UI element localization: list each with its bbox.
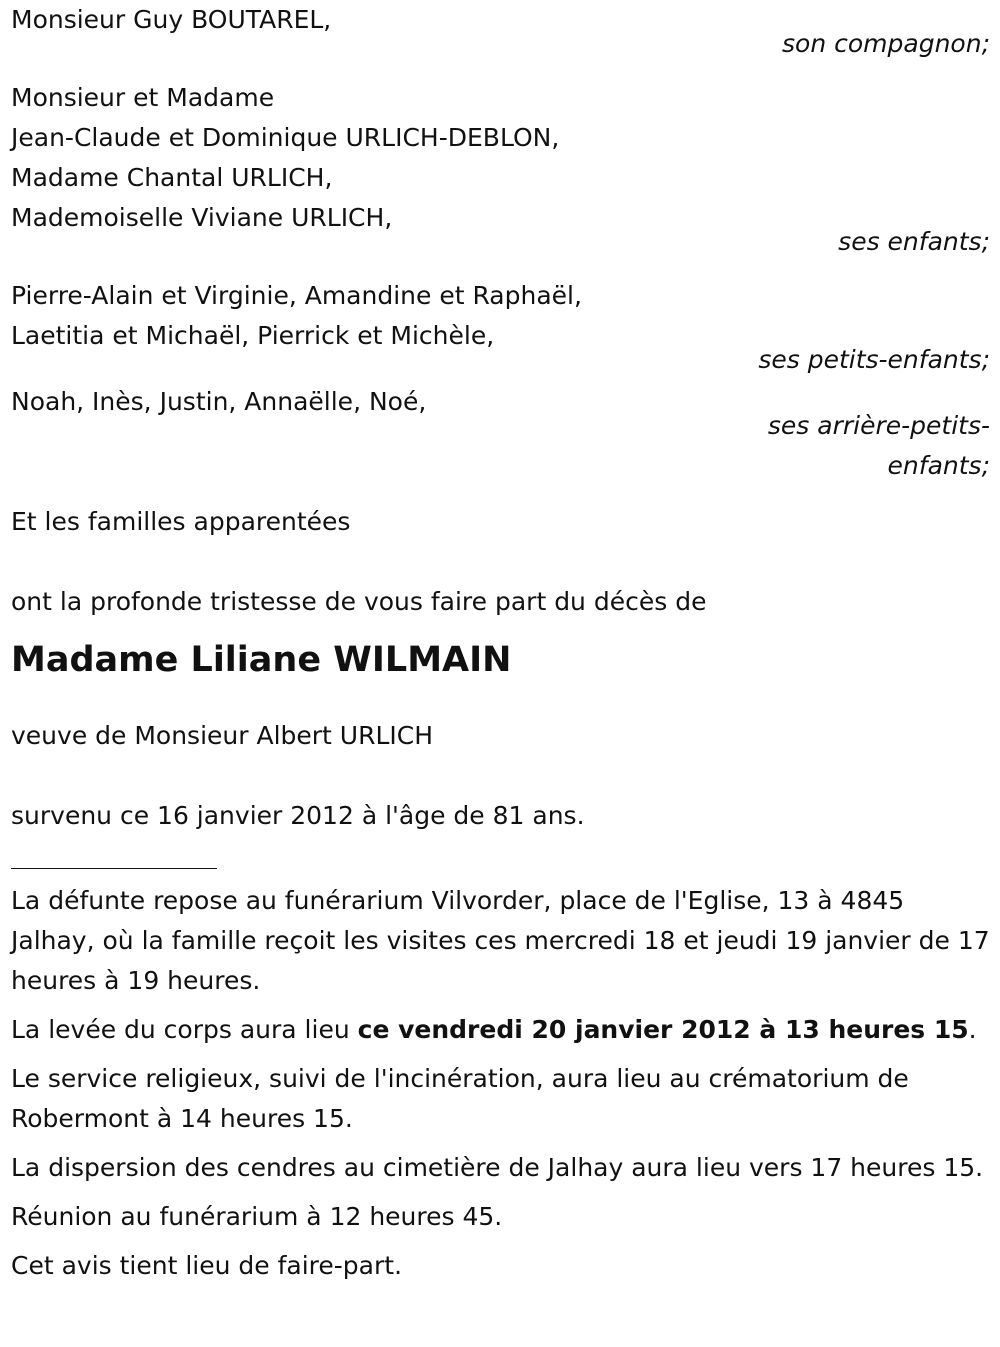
service-paragraph: Le service religieux, suivi de l'incinération, aura lieu au crématorium de Robermont à 14 heures 15. [11, 1064, 909, 1133]
levee-suffix: . [968, 1015, 977, 1044]
family-member-line: Jean-Claude et Dominique URLICH-DEBLON, [11, 123, 560, 152]
reunion-paragraph: Réunion au funérarium à 12 heures 45. [11, 1202, 503, 1231]
separator-line [11, 844, 217, 869]
family-member-line: Pierre-Alain et Virginie, Amandine et Raphaël, [11, 281, 582, 310]
relation-label: ses arrière-petits- [767, 411, 990, 440]
family-group-children [11, 78, 990, 262]
widow-of-text: veuve de Monsieur Albert URLICH [11, 721, 434, 750]
relation-label-continued: enfants; [887, 451, 990, 480]
family-group-grandchildren [11, 276, 990, 380]
family-member-line: Laetitia et Michaël, Pierrick et Michèle, [11, 321, 495, 350]
families-line: Et les familles apparentées [11, 507, 351, 536]
family-group-great-grandchildren [11, 382, 990, 486]
family-member-line: Madame Chantal URLICH, [11, 163, 333, 192]
family-member-line: Monsieur Guy BOUTAREL, [11, 5, 332, 34]
dispersion-paragraph: La dispersion des cendres au cimetière de Jalhay aura lieu vers 17 heures 15. [11, 1153, 984, 1182]
relation-label: son compagnon; [782, 29, 990, 58]
levee-date: ce vendredi 20 janvier 2012 à 13 heures 15 [357, 1015, 969, 1044]
death-info-text: survenu ce 16 janvier 2012 à l'âge de 81 ans. [11, 801, 585, 830]
family-group-companion [11, 0, 990, 64]
closing-paragraph: Cet avis tient lieu de faire-part. [11, 1251, 403, 1280]
repose-paragraph: La défunte repose au funérarium Vilvorder, place de l'Eglise, 13 à 4845 Jalhay, où la famille reçoit les visites ces mercredi 18 et jeudi 19 janvier de 17 heures à 19 heures. [11, 886, 990, 995]
relation-label: ses enfants; [838, 227, 990, 256]
levee-paragraph [11, 1010, 990, 1050]
levee-prefix: La levée du corps aura lieu [11, 1015, 358, 1044]
deceased-name: Madame Liliane WILMAIN [11, 640, 512, 680]
family-member-line: Mademoiselle Viviane URLICH, [11, 203, 393, 232]
family-member-line: Monsieur et Madame [11, 83, 275, 112]
relation-label: ses petits-enfants; [758, 345, 990, 374]
announcement-text: ont la profonde tristesse de vous faire part du décès de [11, 587, 707, 616]
family-member-line: Noah, Inès, Justin, Annaëlle, Noé, [11, 387, 427, 416]
